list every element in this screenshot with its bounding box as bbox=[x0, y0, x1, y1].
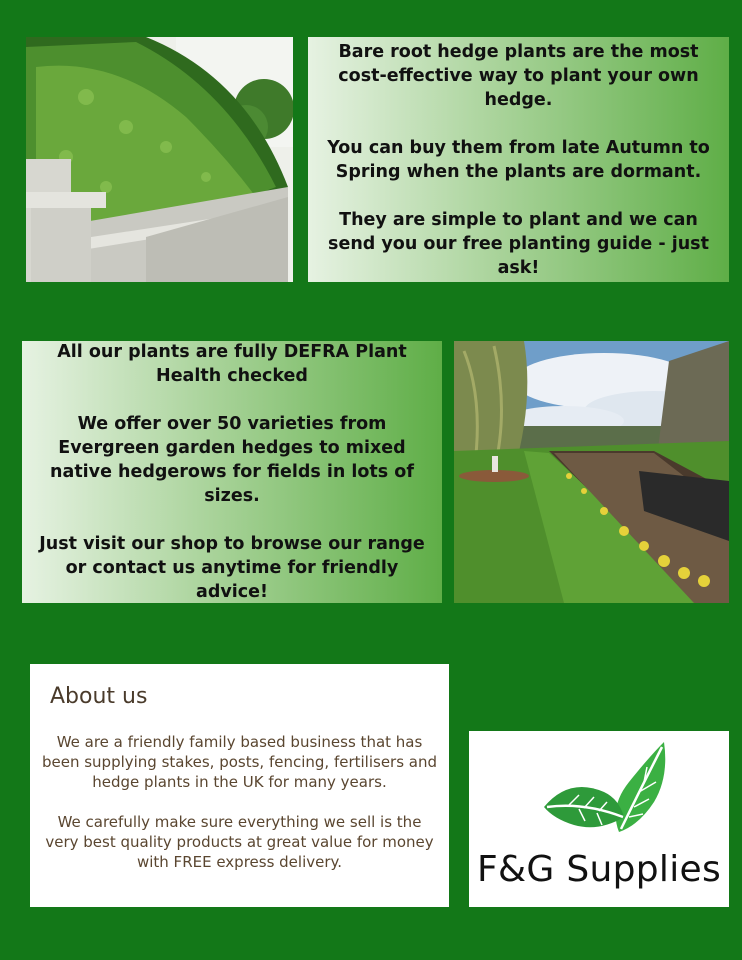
defra-info-panel bbox=[22, 341, 442, 603]
about-us-box bbox=[30, 664, 449, 907]
bare-root-line-3: They are simple to plant and we can send you our free planting guide - just ask! bbox=[328, 209, 709, 278]
bare-root-line-1: Bare root hedge plants are the most cost-effective way to plant your own hedge. bbox=[338, 41, 699, 110]
defra-line-3: Just visit our shop to browse our range or contact us anytime for friendly advice! bbox=[39, 534, 425, 602]
garden-hedgerow-illustration bbox=[454, 341, 729, 603]
hedge-wall-illustration bbox=[26, 37, 293, 282]
garden-hedgerow-photo bbox=[454, 341, 729, 603]
defra-line-1: All our plants are fully DEFRA Plant Health checked bbox=[57, 342, 407, 386]
about-us-title: About us bbox=[50, 684, 148, 709]
bare-root-info-panel bbox=[308, 37, 729, 282]
about-us-paragraph-2: We carefully make sure everything we sell is the very best quality products at great value for money with FREE express delivery. bbox=[45, 813, 434, 871]
bare-root-line-2: You can buy them from late Autumn to Spring when the plants are dormant. bbox=[327, 137, 710, 182]
about-us-paragraph-1: We are a friendly family based business that has been supplying stakes, posts, fencing, fertilisers and hedge plants in the UK for many years. bbox=[41, 733, 438, 791]
hedge-wall-photo bbox=[26, 37, 293, 282]
company-logo bbox=[469, 731, 729, 907]
defra-line-2: We offer over 50 varieties from Evergreen garden hedges to mixed native hedgerows for fields in lots of sizes. bbox=[50, 414, 414, 506]
company-name: F&G Supplies bbox=[477, 849, 721, 890]
leaf-icon bbox=[539, 737, 669, 837]
about-us-body bbox=[40, 732, 439, 872]
